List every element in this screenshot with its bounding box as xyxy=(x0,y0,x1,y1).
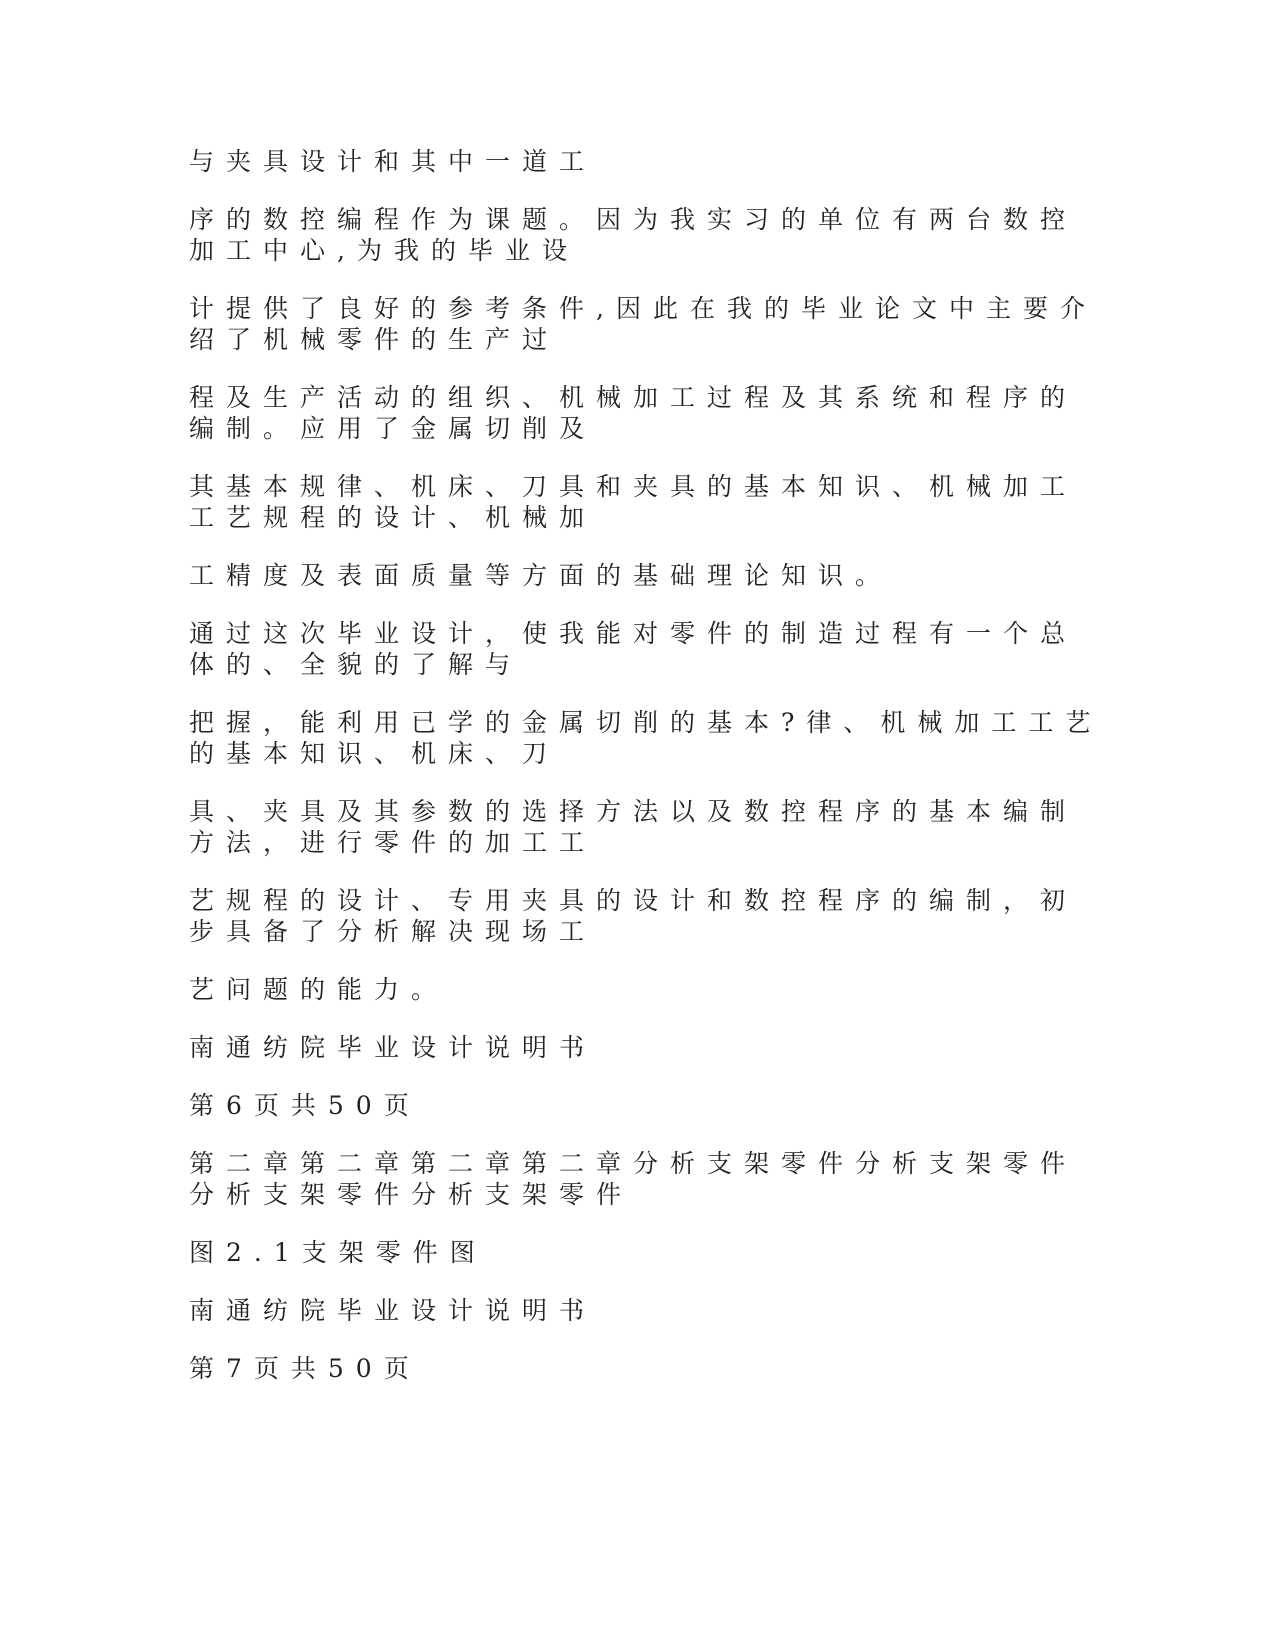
paragraph-1 xyxy=(189,146,1109,177)
text-line: 其基本规律、机床、刀具和夹具的基本知识、机械加工 xyxy=(189,472,1078,501)
paragraph-3 xyxy=(189,293,1109,355)
chapter-heading xyxy=(189,1148,1109,1210)
paragraph-5 xyxy=(189,471,1109,533)
text-line: 第二章第二章第二章第二章分析支架零件分析支架零件 xyxy=(189,1149,1078,1178)
text-line: 图2.1支架零件图 xyxy=(189,1238,487,1267)
paragraph-2 xyxy=(189,204,1109,266)
text-line: 第7页共50页 xyxy=(189,1354,421,1383)
text-line: 序的数控编程作为课题。因为我实习的单位有两台数控 xyxy=(189,205,1078,234)
paragraph-6 xyxy=(189,560,1109,591)
text-line: 步具备了分析解决现场工 xyxy=(189,917,597,946)
text-line: 具、夹具及其参数的选择方法以及数控程序的基本编制 xyxy=(189,797,1078,826)
text-line: 编制。应用了金属切削及 xyxy=(189,414,597,443)
paragraph-4 xyxy=(189,382,1109,444)
text-line: 工艺规程的设计、机械加 xyxy=(189,503,597,532)
page-header-school xyxy=(189,1032,1109,1063)
paragraph-8 xyxy=(189,707,1109,769)
text-line: 绍了机械零件的生产过 xyxy=(189,325,560,354)
text-line: 工精度及表面质量等方面的基础理论知识。 xyxy=(189,561,893,590)
text-line: 把握，能利用已学的金属切削的基本?律、机械加工工艺 xyxy=(189,708,1103,737)
paragraph-11 xyxy=(189,974,1109,1005)
text-line: 体的、全貌的了解与 xyxy=(189,650,523,679)
text-line: 与夹具设计和其中一道工 xyxy=(189,147,597,176)
paragraph-7 xyxy=(189,618,1109,680)
text-line: 艺规程的设计、专用夹具的设计和数控程序的编制，初 xyxy=(189,886,1078,915)
paragraph-9 xyxy=(189,796,1109,858)
text-line: 第6页共50页 xyxy=(189,1091,421,1120)
text-line: 南通纺院毕业设计说明书 xyxy=(189,1296,597,1325)
page-number xyxy=(189,1090,1109,1121)
text-line: 的基本知识、机床、刀 xyxy=(189,739,560,768)
text-line: 南通纺院毕业设计说明书 xyxy=(189,1033,597,1062)
figure-caption xyxy=(189,1237,1109,1268)
text-line: 艺问题的能力。 xyxy=(189,975,449,1004)
text-line: 方法，进行零件的加工工 xyxy=(189,828,597,857)
text-line: 分析支架零件分析支架零件 xyxy=(189,1180,634,1209)
page-header-school-2 xyxy=(189,1295,1109,1326)
paragraph-10 xyxy=(189,885,1109,947)
text-line: 加工中心,为我的毕业设 xyxy=(189,236,579,265)
page-number-2 xyxy=(189,1353,1109,1384)
text-line: 程及生产活动的组织、机械加工过程及其系统和程序的 xyxy=(189,383,1078,412)
text-line: 计提供了良好的参考条件,因此在我的毕业论文中主要介 xyxy=(189,294,1097,323)
text-line: 通过这次毕业设计，使我能对零件的制造过程有一个总 xyxy=(189,619,1078,648)
